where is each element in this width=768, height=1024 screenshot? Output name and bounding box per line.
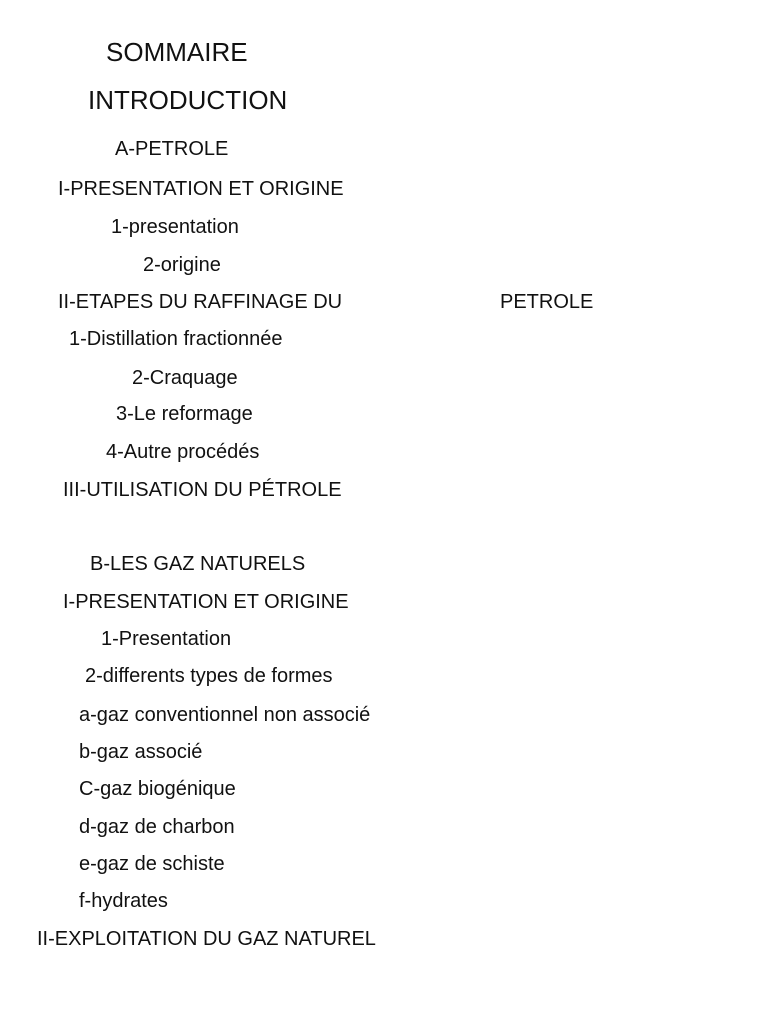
section-a-part1-item: 2-origine — [143, 254, 221, 276]
gas-type-item: d-gaz de charbon — [79, 816, 235, 838]
introduction-heading: INTRODUCTION — [88, 85, 288, 115]
section-b-part1-item: 1-Presentation — [101, 628, 232, 650]
section-b-part2-heading: II-EXPLOITATION DU GAZ NATUREL — [37, 928, 376, 950]
gas-type-item: f-hydrates — [79, 890, 168, 912]
section-a-part1-item: 1-presentation — [111, 216, 239, 238]
section-a-part2-item: 2-Craquage — [132, 367, 238, 389]
gas-type-item: a-gaz conventionnel non associé — [79, 704, 371, 726]
section-b-part1-item: 2-differents types de formes — [85, 665, 333, 687]
section-a-part2-item: 3-Le reformage — [116, 403, 253, 425]
gas-type-item: C-gaz biogénique — [79, 778, 236, 800]
section-a-part1-heading: I-PRESENTATION ET ORIGINE — [58, 178, 344, 200]
section-a-part2-heading: II-ETAPES DU RAFFINAGE DU — [58, 291, 343, 313]
section-b-part1-heading: I-PRESENTATION ET ORIGINE — [63, 591, 349, 613]
gas-type-item: b-gaz associé — [79, 741, 203, 763]
section-b-heading: B-LES GAZ NATURELS — [90, 553, 306, 575]
gas-type-item: e-gaz de schiste — [79, 853, 225, 875]
section-a-part3-heading: III-UTILISATION DU PÉTROLE — [63, 479, 342, 501]
page-title: SOMMAIRE — [106, 37, 248, 67]
section-a-heading: A-PETROLE — [115, 138, 229, 160]
section-a-part2-heading-tail: PETROLE — [500, 291, 594, 313]
section-a-part2-item: 4-Autre procédés — [106, 441, 260, 463]
section-a-part2-item: 1-Distillation fractionnée — [69, 328, 283, 350]
